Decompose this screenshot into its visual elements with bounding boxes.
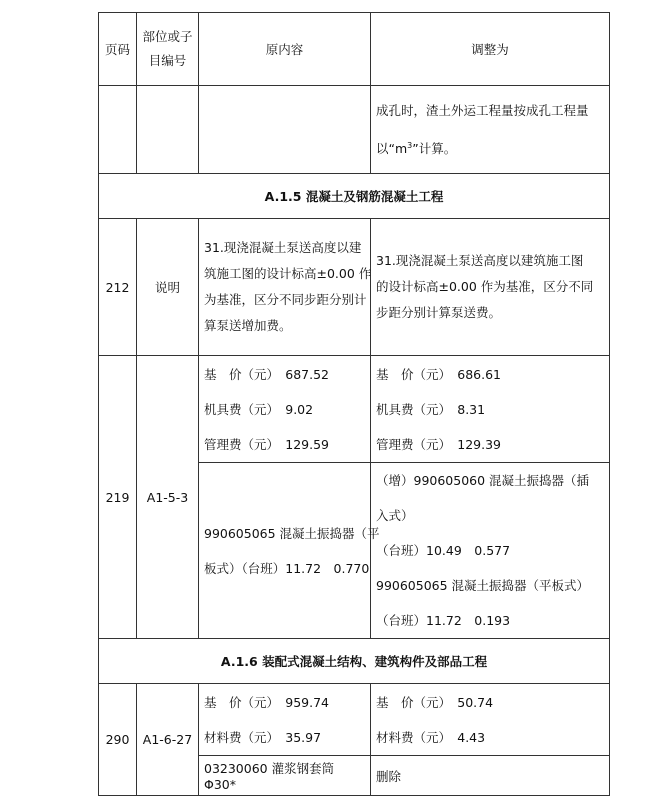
header-adjusted: 调整为 bbox=[371, 13, 610, 86]
row-290-adjusted-prices: 基 价（元） 50.74 材料费（元） 4.43 bbox=[371, 684, 610, 756]
table-row-212 bbox=[99, 219, 610, 356]
section-title-a16: A.1.6 装配式混凝土结构、建筑构件及部品工程 bbox=[99, 639, 610, 684]
row-290-original-material: 03230060 灌浆钢套筒Φ30* bbox=[199, 756, 371, 796]
row-219-original-machines: 990605065 混凝土振捣器（平 板式）（台班）11.72 0.770 bbox=[199, 463, 371, 639]
row-212-original: 31.现浇混凝土泵送高度以建 筑施工图的设计标高±0.00 作 为基准，区分不同步距分别计 算泵送增加费。 bbox=[199, 219, 371, 356]
header-item: 部位或子 目编号 bbox=[137, 13, 199, 86]
row-290-page: 290 bbox=[99, 684, 137, 796]
header-page: 页码 bbox=[99, 13, 137, 86]
section-title-a15: A.1.5 混凝土及钢筋混凝土工程 bbox=[99, 174, 610, 219]
row-219-original-prices: 基 价（元） 687.52 机具费（元） 9.02 管理费（元） 129.59 bbox=[199, 356, 371, 463]
row-219-page: 219 bbox=[99, 356, 137, 639]
row-219-adjusted-machines: （增）990605060 混凝土振捣器（插 入式） （台班）10.49 0.577 990605065 混凝土振捣器（平板式） （台班）11.72 0.193 bbox=[371, 463, 610, 639]
table-row-290-prices bbox=[99, 684, 610, 756]
table-header-row bbox=[99, 13, 610, 86]
continued-adjusted-text: 成孔时，渣土外运工程量按成孔工程量 以“$m^3$”计算。 bbox=[371, 86, 610, 174]
row-212-page: 212 bbox=[99, 219, 137, 356]
adjustment-table bbox=[98, 12, 610, 796]
table-row-continued bbox=[99, 86, 610, 174]
section-row-a16 bbox=[99, 639, 610, 684]
row-219-item: A1-5-3 bbox=[137, 356, 199, 639]
row-290-item: A1-6-27 bbox=[137, 684, 199, 796]
row-219-adjusted-prices: 基 价（元） 686.61 机具费（元） 8.31 管理费（元） 129.39 bbox=[371, 356, 610, 463]
table-row-219-prices bbox=[99, 356, 610, 463]
header-original: 原内容 bbox=[199, 13, 371, 86]
row-290-original-prices: 基 价（元） 959.74 材料费（元） 35.97 bbox=[199, 684, 371, 756]
row-290-adjusted-material: 删除 bbox=[371, 756, 610, 796]
section-row-a15 bbox=[99, 174, 610, 219]
row-212-adjusted: 31.现浇混凝土泵送高度以建筑施工图 的设计标高±0.00 作为基准，区分不同 步距分别计算泵送费。 bbox=[371, 219, 610, 356]
row-212-item: 说明 bbox=[137, 219, 199, 356]
